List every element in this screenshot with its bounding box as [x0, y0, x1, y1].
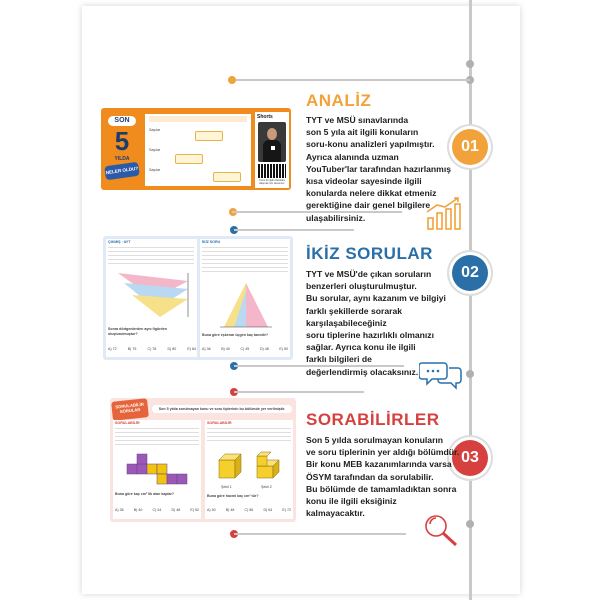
connector-line [234, 365, 404, 367]
shorts-brand: Shorts [257, 114, 273, 120]
section-title-sorabilirler: SORABİLİRLER [306, 410, 440, 429]
growth-chart-icon [424, 196, 464, 232]
ikiz-preview [103, 236, 293, 360]
chip [175, 154, 203, 164]
section-number-03: 03 [452, 440, 488, 476]
section-banner: Son 5 yılda sorulmayan konu ve soru tiplerinin bu bölümde yer verilmiştir. [152, 405, 292, 413]
original-question: ÇIKMIŞ · AYT Sonra dörtgenlerden aynı figürden oluşturulmuştur? A) 72 B) 75 C) 78 D) 80 E) 84 [106, 239, 197, 357]
question-figure [216, 281, 276, 329]
connector-dot [228, 76, 236, 84]
question-right: SORULABİLİR Şekil 1 Şekil 2 Buna göre hacmi kaç cm³ tür? A) 40 B) 48 C) 56 D) 64 E) 72 [205, 420, 293, 519]
shorts-panel: Shorts Konu ile ilgili videolara ulaşmak için okutunuz. [255, 112, 289, 188]
polyomino-figure [125, 452, 189, 488]
connector-line [234, 533, 406, 535]
cube-figure [213, 448, 287, 484]
chip [195, 131, 223, 141]
connector-line [234, 229, 354, 231]
question-left: SORULABİLİR Buna göre kaç cm² lik alan kaplar? A) 36 B) 40 C) 44 D) 48 E) 52 [113, 420, 201, 519]
section-body-analiz: TYT ve MSÜ sınavlarında son 5 yıla ait ilgili konuların soru-konu analizleri yapılmıştır. Ayrıca alanında uzman YouTuber'lar tarafından hazırlanmış kısa videolar sayesinde ilgili konularda nelere dikkat etmeniz gerektiğine dair genel bilgilere ulaşabilirsiniz. [306, 115, 451, 223]
qr-code [258, 164, 286, 178]
section-number-02: 02 [452, 255, 488, 291]
section-title-ikiz-sorular: İKİZ SORULAR [306, 244, 433, 263]
timeline-dot [466, 60, 474, 68]
section-body-sorabilirler: Son 5 yılda sorulmayan konuların ve soru tiplerinin yer aldığı bölümdür. Bir konu MEB kazanımlarında varsa ÖSYM tarafından da sorulabilir. Bu bölümde de tamamladıktan sonra konu ile ilgili eksiğiniz kalmayacaktır. [306, 435, 460, 519]
timeline-dot [466, 370, 474, 378]
speech-bubbles-icon [419, 358, 463, 392]
son-5-yil-badge: SON 5 YILDA NELER OLDU? [105, 114, 139, 184]
question-figure [114, 269, 192, 319]
connector-line [232, 211, 402, 213]
section-number-01: 01 [452, 129, 488, 165]
section-title-analiz: ANALİZ [306, 91, 372, 110]
presenter-photo [258, 122, 286, 162]
timeline [469, 0, 472, 600]
analiz-table: Sayılar Sayılar Sayılar [145, 114, 251, 186]
sorulabilir-badge: SORULABİLİR SORULAR [111, 398, 149, 421]
sorabilir-preview [110, 398, 296, 522]
connector-line [230, 79, 470, 81]
twin-question: İKİZ SORU Buna göre eşkenar üçgen kaç tanedir? A) 36 B) 40 C) 45 D) 48 E) 50 [200, 239, 290, 357]
analiz-preview [101, 108, 291, 190]
timeline-dot [466, 520, 474, 528]
connector-line [234, 391, 364, 393]
section-body-ikiz-sorular: TYT ve MSÜ'de çıkan soruların benzerleri oluşturulmuştur. Bu sorular, aynı kazanım ve bilgiyi farklı şekillerde sorarak karşılaşabileceğiniz soru tiplerine hazırlıklı olmanızı sağlar. Ayrıca konu ile ilgili farklı bilgileri de değerlendirmiş olacaksınız. [306, 269, 446, 377]
chip [213, 172, 241, 182]
magnifier-icon [422, 512, 462, 548]
